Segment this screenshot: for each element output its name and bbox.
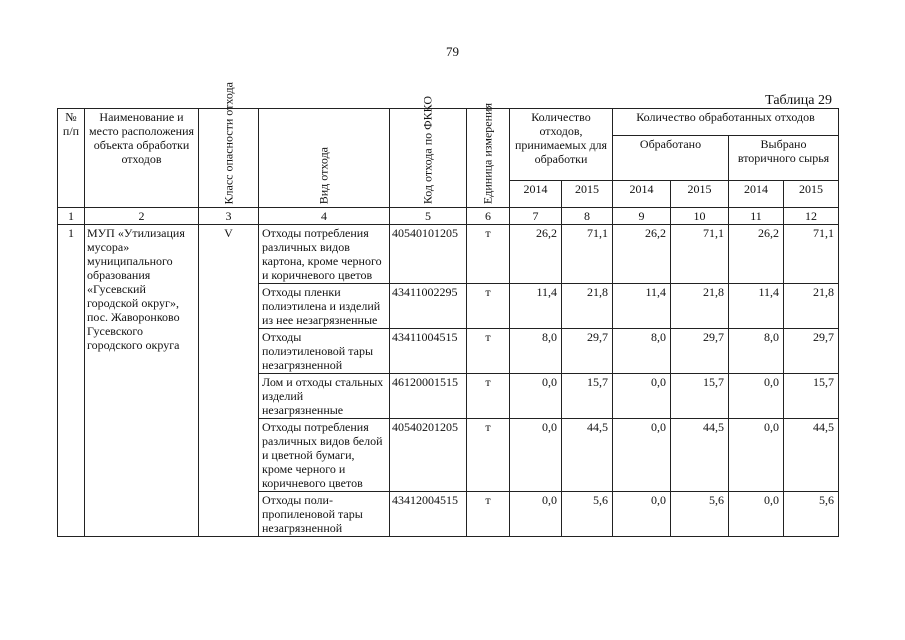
value-cell: 0,0: [613, 374, 671, 419]
unit-cell: т: [467, 374, 510, 419]
year-cell: 2014: [613, 181, 671, 208]
table-caption: Таблица 29: [765, 93, 832, 108]
header-class-text: Класс опасности отхода: [221, 81, 235, 204]
column-number: 7: [510, 208, 562, 225]
column-number: 8: [562, 208, 613, 225]
header-num: № п/п: [58, 109, 85, 208]
value-cell: 15,7: [671, 374, 729, 419]
column-number-row: [58, 208, 839, 225]
header-class: [199, 81, 259, 208]
facility-num: 1: [58, 225, 85, 537]
facility-name: МУП «Утилизация мусора» муниципального образования «Гусевский городской округ», пос. Жаворонково Гусевского городского округа: [85, 225, 199, 537]
value-cell: 0,0: [510, 374, 562, 419]
facility-class: V: [199, 225, 259, 537]
value-cell: 0,0: [510, 419, 562, 492]
year-cell: 2014: [729, 181, 784, 208]
value-cell: 5,6: [784, 492, 839, 537]
value-cell: 8,0: [613, 329, 671, 374]
value-cell: 0,0: [729, 374, 784, 419]
header-name: Наименование и место расположения объекта обработки отходов: [85, 109, 199, 208]
header-fkko-text: Код отхода по ФККО: [420, 95, 435, 204]
value-cell: 0,0: [729, 419, 784, 492]
header-secondary: Выбрано вторичного сырья: [729, 136, 839, 181]
waste-type-cell: Отходы поли-пропиленовой тары незагрязненной: [259, 492, 390, 537]
value-cell: 11,4: [613, 284, 671, 329]
value-cell: 29,7: [784, 329, 839, 374]
value-cell: 8,0: [510, 329, 562, 374]
value-cell: 71,1: [562, 225, 613, 284]
column-number: 10: [671, 208, 729, 225]
value-cell: 11,4: [510, 284, 562, 329]
column-number: 1: [58, 208, 85, 225]
value-cell: 0,0: [613, 492, 671, 537]
header-waste-type-text: Вид отхода: [316, 146, 331, 204]
waste-type-cell: Отходы полиэтиленовой тары незагрязненной: [259, 329, 390, 374]
value-cell: 26,2: [510, 225, 562, 284]
value-cell: 26,2: [613, 225, 671, 284]
column-number: 11: [729, 208, 784, 225]
table-row: [58, 225, 839, 284]
header-unit-text: Единица измерения: [480, 102, 495, 204]
header-unit: [467, 102, 510, 208]
value-cell: 29,7: [562, 329, 613, 374]
fkko-code-cell: 40540201205: [390, 419, 467, 492]
unit-cell: т: [467, 492, 510, 537]
page-number: 79: [446, 44, 459, 59]
value-cell: 5,6: [562, 492, 613, 537]
value-cell: 71,1: [671, 225, 729, 284]
waste-type-cell: Отходы потребления различных видов картона, кроме черного и коричневого цветов: [259, 225, 390, 284]
value-cell: 21,8: [562, 284, 613, 329]
value-cell: 0,0: [613, 419, 671, 492]
value-cell: 11,4: [729, 284, 784, 329]
waste-type-cell: Лом и отходы стальных изделий незагрязненные: [259, 374, 390, 419]
waste-type-cell: Отходы потребления различных видов белой и цветной бумаги, кроме черного и коричневого цветов: [259, 419, 390, 492]
unit-cell: т: [467, 419, 510, 492]
value-cell: 44,5: [671, 419, 729, 492]
unit-cell: т: [467, 225, 510, 284]
column-number: 5: [390, 208, 467, 225]
unit-cell: т: [467, 284, 510, 329]
value-cell: 21,8: [784, 284, 839, 329]
header-processed-total: Количество обработанных отходов: [613, 109, 839, 136]
unit-cell: т: [467, 329, 510, 374]
value-cell: 0,0: [729, 492, 784, 537]
value-cell: 44,5: [784, 419, 839, 492]
column-number: 12: [784, 208, 839, 225]
header-row-1: [58, 109, 839, 136]
value-cell: 44,5: [562, 419, 613, 492]
column-number: 2: [85, 208, 199, 225]
fkko-code-cell: 40540101205: [390, 225, 467, 284]
fkko-code-cell: 43412004515: [390, 492, 467, 537]
value-cell: 29,7: [671, 329, 729, 374]
year-cell: 2014: [510, 181, 562, 208]
year-cell: 2015: [784, 181, 839, 208]
header-fkko: [390, 95, 467, 208]
header-processed: Обработано: [613, 136, 729, 181]
value-cell: 0,0: [510, 492, 562, 537]
column-number: 4: [259, 208, 390, 225]
column-number: 9: [613, 208, 671, 225]
fkko-code-cell: 46120001515: [390, 374, 467, 419]
value-cell: 5,6: [671, 492, 729, 537]
waste-type-cell: Отходы пленки полиэтилена и изделий из нее незагрязненные: [259, 284, 390, 329]
value-cell: 71,1: [784, 225, 839, 284]
header-waste-type: [259, 109, 390, 208]
value-cell: 15,7: [784, 374, 839, 419]
value-cell: 26,2: [729, 225, 784, 284]
value-cell: 21,8: [671, 284, 729, 329]
fkko-code-cell: 43411002295: [390, 284, 467, 329]
column-number: 6: [467, 208, 510, 225]
value-cell: 8,0: [729, 329, 784, 374]
year-cell: 2015: [562, 181, 613, 208]
header-accepted: Количество отходов, принимаемых для обработки: [510, 109, 613, 181]
fkko-code-cell: 43411004515: [390, 329, 467, 374]
column-number: 3: [199, 208, 259, 225]
year-cell: 2015: [671, 181, 729, 208]
value-cell: 15,7: [562, 374, 613, 419]
